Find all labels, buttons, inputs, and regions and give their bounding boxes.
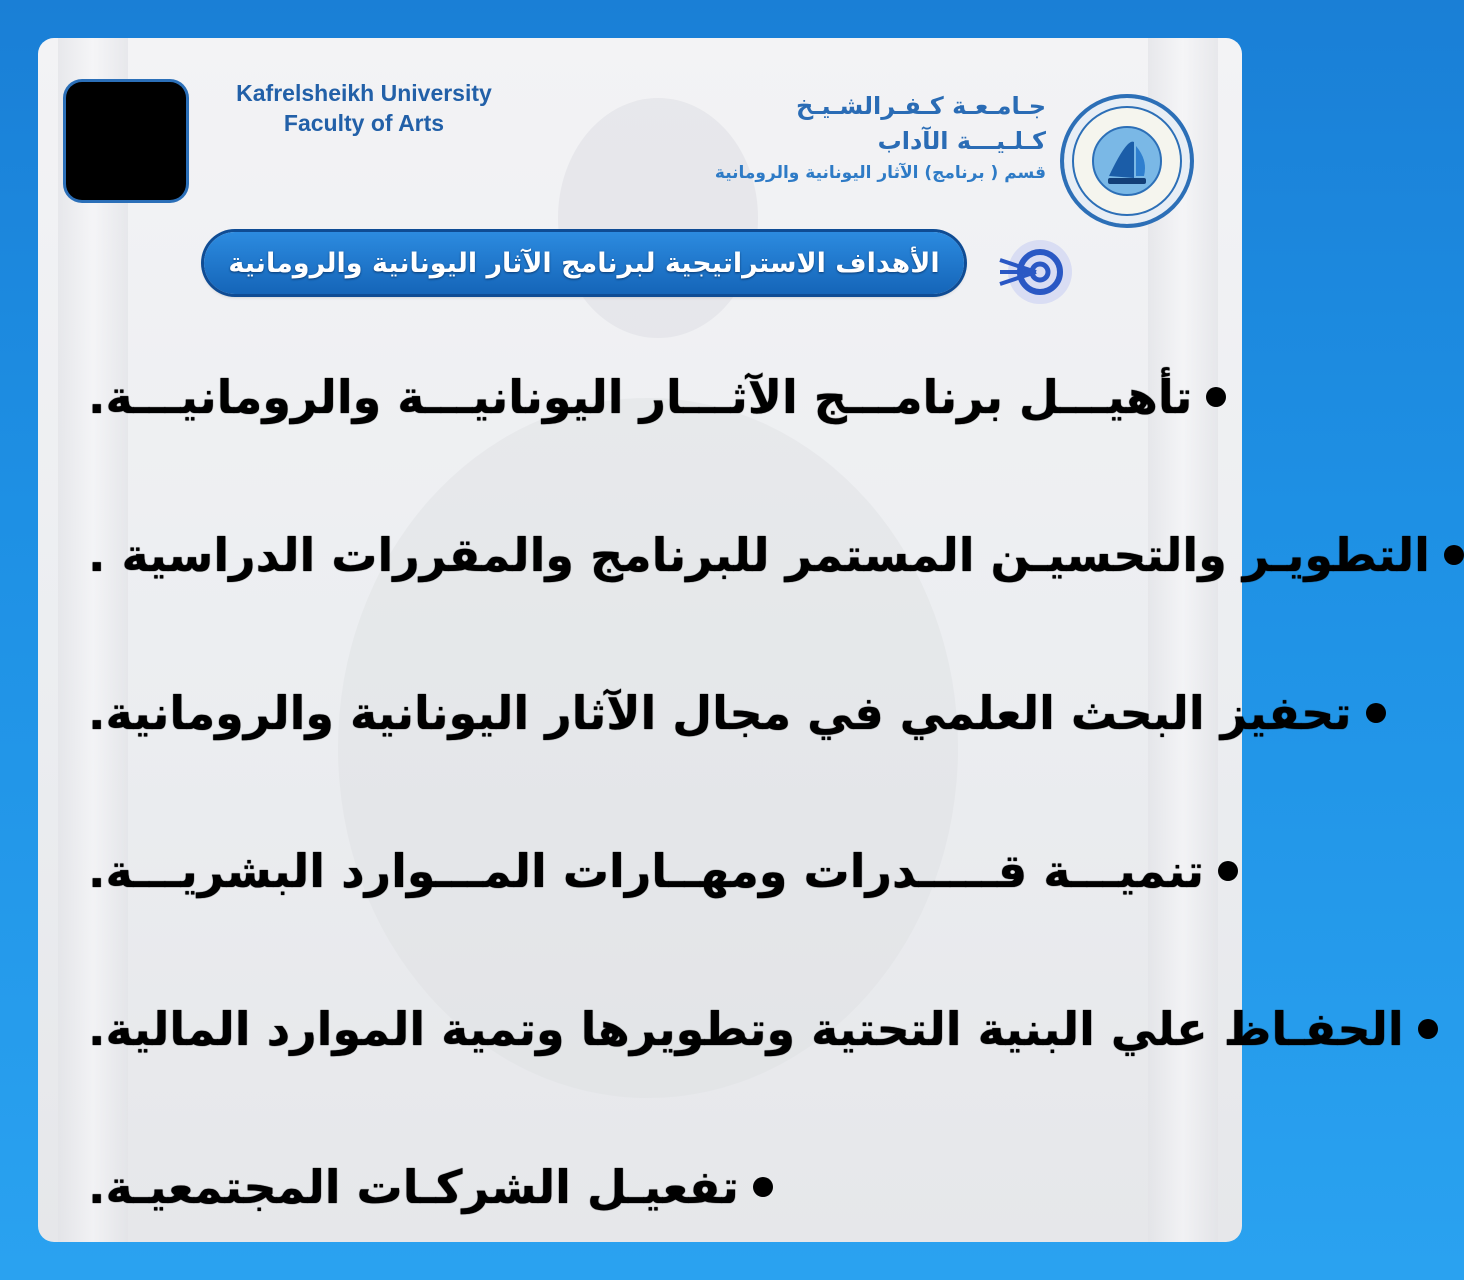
bullet-icon (1366, 703, 1386, 723)
list-item (88, 792, 1204, 950)
university-name: Kafrelsheikh University (236, 80, 492, 106)
university-name-english (214, 78, 514, 138)
university-name-ar: جـامـعـة كـفـرالشـيـخ (796, 92, 1046, 120)
poster-card (38, 38, 1430, 1242)
goal-text: الحفـاظ علي البنية التحتية وتطويرها وتمية الموارد المالية. (88, 1002, 1404, 1056)
goals-list (88, 318, 1430, 1266)
faculty-name: Faculty of Arts (283, 110, 445, 136)
page-title: الأهداف الاستراتيجية لبرنامج الآثار اليونانية والرومانية (204, 232, 964, 294)
logo-placeholder (66, 82, 186, 200)
department-name-ar: قسم ( برنامج) الآثار اليونانية والرومانية (714, 163, 1046, 183)
bullet-icon (1444, 545, 1464, 565)
university-seal-icon (1060, 94, 1194, 228)
goal-text: تأهيـــل برنامـــج الآثـــار اليونانيـــة والرومانيـــة. (88, 370, 1193, 424)
list-item (88, 950, 1404, 1108)
bullet-icon (1218, 861, 1238, 881)
goal-text: التطويـر والتحسيـن المستمر للبرنامج والمقررات الدراسية . (88, 528, 1430, 582)
goal-text: تفعيـل الشركـات المجتمعيـة. (88, 1160, 739, 1214)
bullet-icon (1206, 387, 1226, 407)
faculty-name-ar: كـلـيـــة الآداب (877, 127, 1046, 155)
bullet-icon (753, 1177, 773, 1197)
goal-text: تنميـــة قـــــدرات ومهــارات المـــوارد البشريـــة. (88, 844, 1204, 898)
bullet-icon (1418, 1019, 1438, 1039)
goal-text: تحفيز البحث العلمي في مجال الآثار اليونانية والرومانية. (88, 686, 1352, 740)
list-item (88, 476, 1430, 634)
target-icon (996, 234, 1072, 310)
university-name-arabic (715, 88, 1046, 188)
list-item (88, 1108, 1178, 1266)
list-item (88, 318, 1193, 476)
list-item (88, 634, 1352, 792)
